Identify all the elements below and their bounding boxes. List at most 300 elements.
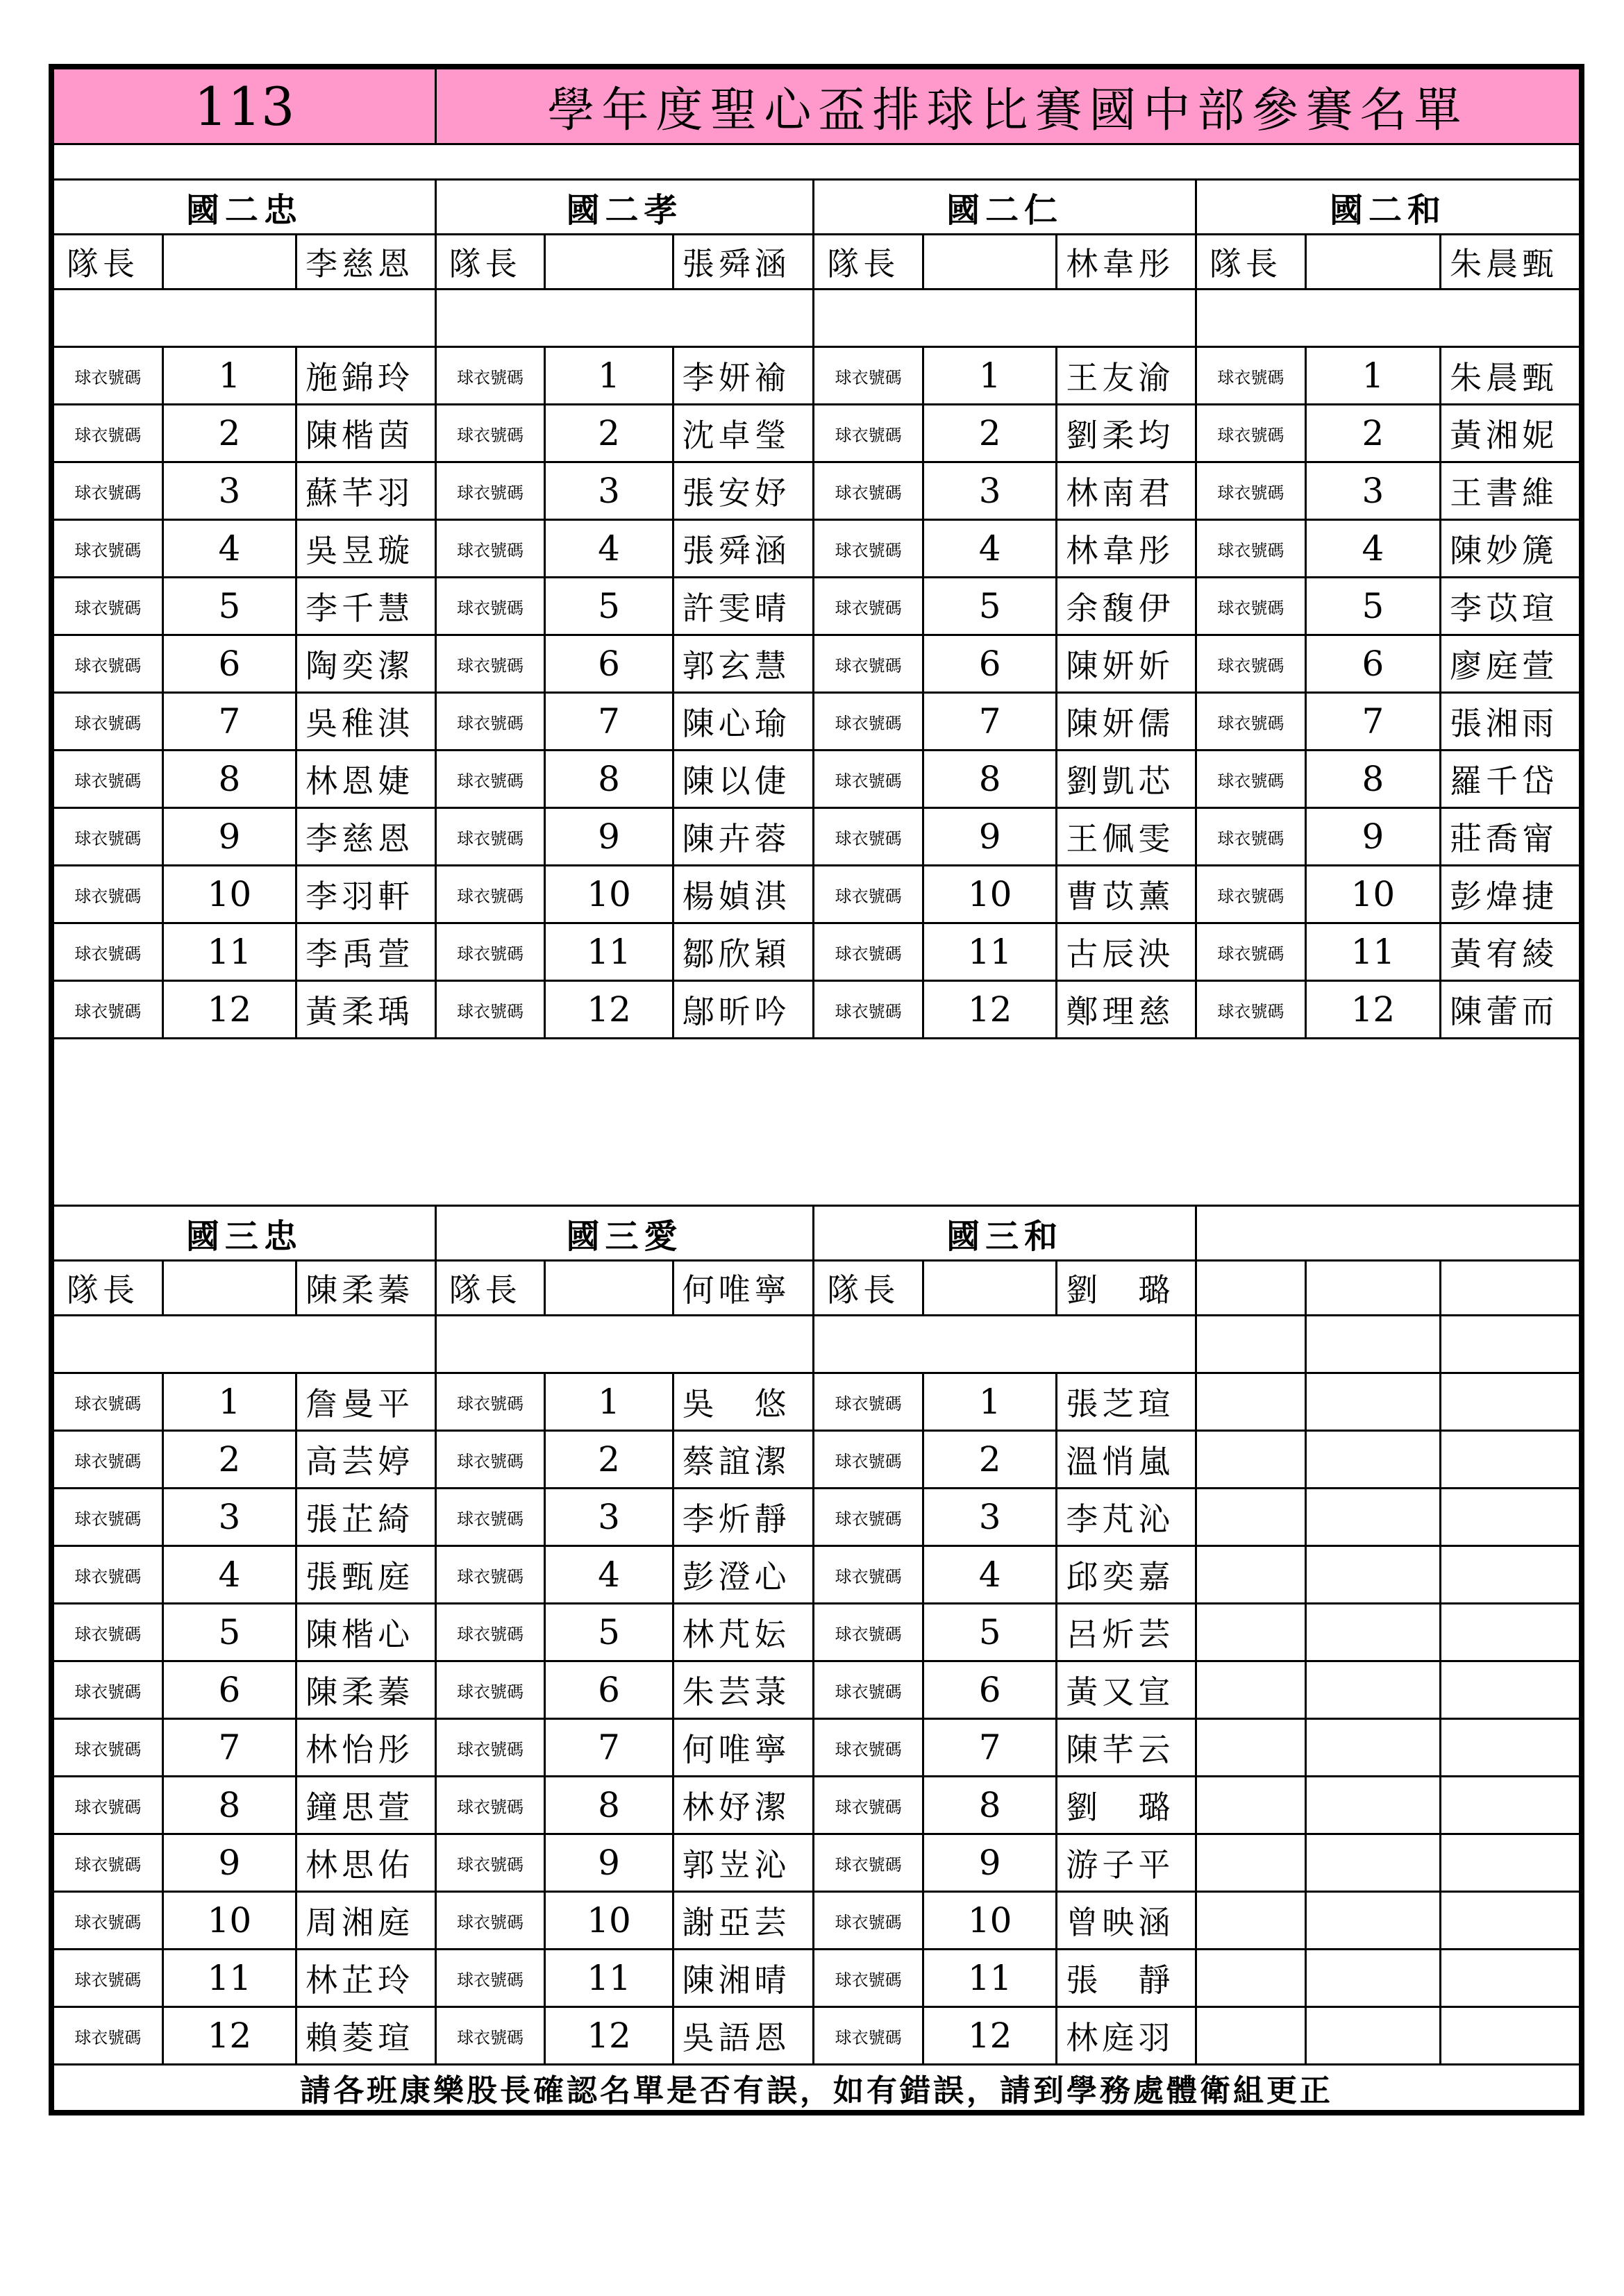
jersey-label: 球衣號碼 bbox=[53, 923, 163, 981]
class-name: 國三愛 bbox=[435, 1206, 814, 1261]
player-name: 黃柔瑀 bbox=[296, 981, 436, 1039]
class-name: 國三和 bbox=[814, 1206, 1196, 1261]
jersey-label: 球衣號碼 bbox=[435, 981, 545, 1039]
empty-cell bbox=[1196, 1777, 1306, 1834]
player-name: 蘇芊羽 bbox=[296, 462, 436, 520]
jersey-number: 9 bbox=[162, 808, 296, 866]
jersey-label: 球衣號碼 bbox=[814, 405, 923, 462]
jersey-number: 1 bbox=[923, 1373, 1056, 1431]
player-name: 張甄庭 bbox=[296, 1546, 436, 1604]
jersey-number: 6 bbox=[1305, 635, 1440, 693]
jersey-number: 12 bbox=[162, 2007, 296, 2065]
captain-label bbox=[1196, 1261, 1306, 1316]
player-row bbox=[53, 1604, 1580, 1661]
player-name: 許雯晴 bbox=[673, 578, 814, 635]
jersey-label: 球衣號碼 bbox=[814, 981, 923, 1039]
empty-cell bbox=[1305, 1604, 1440, 1661]
empty-cell bbox=[1196, 1604, 1306, 1661]
player-name: 施錦玲 bbox=[296, 347, 436, 405]
jersey-label: 球衣號碼 bbox=[53, 1950, 163, 2007]
player-name: 林怡彤 bbox=[296, 1719, 436, 1777]
jersey-label: 球衣號碼 bbox=[1196, 462, 1306, 520]
jersey-label: 球衣號碼 bbox=[814, 923, 923, 981]
jersey-label: 球衣號碼 bbox=[53, 693, 163, 751]
captain-label: 隊長 bbox=[435, 1261, 545, 1316]
jersey-label: 球衣號碼 bbox=[435, 578, 545, 635]
player-name: 何唯寧 bbox=[673, 1719, 814, 1777]
jersey-number: 2 bbox=[1305, 405, 1440, 462]
roster-table bbox=[52, 67, 1581, 2112]
empty-cell bbox=[1441, 1892, 1580, 1950]
captain-name: 劉 璐 bbox=[1057, 1261, 1196, 1316]
jersey-number: 7 bbox=[545, 1719, 673, 1777]
jersey-label: 球衣號碼 bbox=[53, 1546, 163, 1604]
jersey-label: 球衣號碼 bbox=[435, 1719, 545, 1777]
jersey-label: 球衣號碼 bbox=[814, 751, 923, 808]
empty-cell bbox=[1305, 1661, 1440, 1719]
jersey-label: 球衣號碼 bbox=[814, 520, 923, 578]
player-row bbox=[53, 1489, 1580, 1546]
player-name: 王書維 bbox=[1441, 462, 1580, 520]
jersey-number: 10 bbox=[923, 1892, 1056, 1950]
player-name: 蔡誼潔 bbox=[673, 1431, 814, 1489]
jersey-number: 11 bbox=[545, 923, 673, 981]
player-name: 陶奕潔 bbox=[296, 635, 436, 693]
player-name: 陳以倢 bbox=[673, 751, 814, 808]
empty-cell bbox=[1196, 1950, 1306, 2007]
captain-gap-cell bbox=[162, 235, 296, 290]
jersey-number: 5 bbox=[162, 578, 296, 635]
captain-name bbox=[1441, 1261, 1580, 1316]
player-name: 李千慧 bbox=[296, 578, 436, 635]
empty-cell bbox=[1196, 1719, 1306, 1777]
jersey-label: 球衣號碼 bbox=[1196, 693, 1306, 751]
empty-cell bbox=[1441, 1661, 1580, 1719]
jersey-label: 球衣號碼 bbox=[435, 1431, 545, 1489]
jersey-label: 球衣號碼 bbox=[435, 635, 545, 693]
captain-row bbox=[53, 1261, 1580, 1316]
player-name: 邱奕嘉 bbox=[1057, 1546, 1196, 1604]
blank-cell bbox=[53, 290, 436, 347]
footer-note: 請各班康樂股長確認名單是否有誤，如有錯誤，請到學務處體衛組更正 bbox=[53, 2065, 1580, 2111]
player-row bbox=[53, 347, 1580, 405]
jersey-number: 1 bbox=[545, 347, 673, 405]
jersey-number: 10 bbox=[923, 866, 1056, 923]
player-name: 吳 悠 bbox=[673, 1373, 814, 1431]
jersey-number: 3 bbox=[923, 1489, 1056, 1546]
jersey-number: 3 bbox=[545, 1489, 673, 1546]
empty-cell bbox=[1196, 1834, 1306, 1892]
player-row bbox=[53, 635, 1580, 693]
jersey-label: 球衣號碼 bbox=[53, 1373, 163, 1431]
player-name: 陳楷心 bbox=[296, 1604, 436, 1661]
jersey-number: 2 bbox=[545, 1431, 673, 1489]
jersey-label: 球衣號碼 bbox=[435, 1950, 545, 2007]
player-name: 溫悄嵐 bbox=[1057, 1431, 1196, 1489]
jersey-number: 2 bbox=[923, 405, 1056, 462]
player-name: 彭煒捷 bbox=[1441, 866, 1580, 923]
jersey-label: 球衣號碼 bbox=[814, 1892, 923, 1950]
jersey-label: 球衣號碼 bbox=[1196, 808, 1306, 866]
jersey-label: 球衣號碼 bbox=[814, 2007, 923, 2065]
jersey-label: 球衣號碼 bbox=[53, 981, 163, 1039]
captain-name: 張舜涵 bbox=[673, 235, 814, 290]
jersey-label: 球衣號碼 bbox=[53, 808, 163, 866]
jersey-label: 球衣號碼 bbox=[814, 1950, 923, 2007]
jersey-number: 11 bbox=[545, 1950, 673, 2007]
block-gap-cell bbox=[53, 1039, 1580, 1206]
player-row bbox=[53, 520, 1580, 578]
player-name: 李炘靜 bbox=[673, 1489, 814, 1546]
player-name: 黃又宣 bbox=[1057, 1661, 1196, 1719]
empty-cell bbox=[1441, 1777, 1580, 1834]
jersey-number: 10 bbox=[162, 866, 296, 923]
jersey-label: 球衣號碼 bbox=[1196, 578, 1306, 635]
jersey-label: 球衣號碼 bbox=[814, 693, 923, 751]
captain-label: 隊長 bbox=[53, 235, 163, 290]
jersey-number: 4 bbox=[545, 1546, 673, 1604]
jersey-label: 球衣號碼 bbox=[814, 578, 923, 635]
jersey-label: 球衣號碼 bbox=[53, 1892, 163, 1950]
jersey-label: 球衣號碼 bbox=[435, 923, 545, 981]
blank-cell bbox=[435, 1316, 814, 1373]
jersey-number: 8 bbox=[162, 1777, 296, 1834]
empty-cell bbox=[1305, 1431, 1440, 1489]
jersey-number: 10 bbox=[1305, 866, 1440, 923]
jersey-number: 12 bbox=[923, 981, 1056, 1039]
player-name: 李慈恩 bbox=[296, 808, 436, 866]
player-name: 李妍褕 bbox=[673, 347, 814, 405]
player-name: 高芸婷 bbox=[296, 1431, 436, 1489]
blank-cell bbox=[1196, 290, 1580, 347]
player-name: 林恩婕 bbox=[296, 751, 436, 808]
jersey-label: 球衣號碼 bbox=[814, 1489, 923, 1546]
blank-cell bbox=[435, 290, 814, 347]
empty-cell bbox=[1196, 1316, 1306, 1373]
jersey-label: 球衣號碼 bbox=[814, 1546, 923, 1604]
jersey-number: 8 bbox=[923, 751, 1056, 808]
captain-gap-cell bbox=[1305, 1261, 1440, 1316]
player-row bbox=[53, 462, 1580, 520]
jersey-number: 7 bbox=[545, 693, 673, 751]
jersey-number: 8 bbox=[545, 1777, 673, 1834]
jersey-label: 球衣號碼 bbox=[435, 1373, 545, 1431]
jersey-label: 球衣號碼 bbox=[814, 866, 923, 923]
player-name: 詹曼平 bbox=[296, 1373, 436, 1431]
player-name: 林芷玲 bbox=[296, 1950, 436, 2007]
jersey-number: 2 bbox=[923, 1431, 1056, 1489]
player-row bbox=[53, 1431, 1580, 1489]
player-row bbox=[53, 751, 1580, 808]
player-row bbox=[53, 923, 1580, 981]
jersey-number: 6 bbox=[545, 635, 673, 693]
jersey-number: 11 bbox=[923, 923, 1056, 981]
blank-cell bbox=[814, 1316, 1196, 1373]
class-name bbox=[1196, 1206, 1580, 1261]
player-name: 陳妍儒 bbox=[1057, 693, 1196, 751]
captain-gap-cell bbox=[923, 235, 1056, 290]
jersey-number: 7 bbox=[162, 1719, 296, 1777]
player-name: 陳蕾而 bbox=[1441, 981, 1580, 1039]
jersey-number: 4 bbox=[923, 1546, 1056, 1604]
jersey-number: 1 bbox=[1305, 347, 1440, 405]
empty-cell bbox=[1305, 1719, 1440, 1777]
footer-row bbox=[53, 2065, 1580, 2111]
empty-cell bbox=[1305, 1777, 1440, 1834]
jersey-number: 2 bbox=[162, 405, 296, 462]
player-name: 黃宥綾 bbox=[1441, 923, 1580, 981]
jersey-label: 球衣號碼 bbox=[435, 1489, 545, 1546]
jersey-label: 球衣號碼 bbox=[814, 1373, 923, 1431]
empty-cell bbox=[1196, 1892, 1306, 1950]
jersey-number: 1 bbox=[923, 347, 1056, 405]
jersey-label: 球衣號碼 bbox=[53, 1777, 163, 1834]
page-title: 學年度聖心盃排球比賽國中部參賽名單 bbox=[435, 69, 1580, 144]
jersey-number: 9 bbox=[545, 808, 673, 866]
empty-cell bbox=[1196, 2007, 1306, 2065]
jersey-label: 球衣號碼 bbox=[53, 635, 163, 693]
jersey-number: 12 bbox=[923, 2007, 1056, 2065]
jersey-number: 3 bbox=[162, 1489, 296, 1546]
jersey-label: 球衣號碼 bbox=[435, 462, 545, 520]
player-name: 郭玄慧 bbox=[673, 635, 814, 693]
jersey-number: 1 bbox=[162, 1373, 296, 1431]
jersey-label: 球衣號碼 bbox=[435, 1604, 545, 1661]
empty-cell bbox=[1305, 1373, 1440, 1431]
player-name: 廖庭萱 bbox=[1441, 635, 1580, 693]
player-row bbox=[53, 405, 1580, 462]
jersey-label: 球衣號碼 bbox=[53, 1661, 163, 1719]
class-header-row bbox=[53, 180, 1580, 235]
jersey-label: 球衣號碼 bbox=[1196, 635, 1306, 693]
jersey-number: 11 bbox=[923, 1950, 1056, 2007]
player-row bbox=[53, 1777, 1580, 1834]
jersey-label: 球衣號碼 bbox=[1196, 981, 1306, 1039]
empty-cell bbox=[1305, 1834, 1440, 1892]
captain-gap-cell bbox=[923, 1261, 1056, 1316]
jersey-label: 球衣號碼 bbox=[53, 1604, 163, 1661]
jersey-label: 球衣號碼 bbox=[53, 520, 163, 578]
jersey-number: 6 bbox=[923, 1661, 1056, 1719]
jersey-label: 球衣號碼 bbox=[814, 462, 923, 520]
class-name: 國二孝 bbox=[435, 180, 814, 235]
empty-cell bbox=[1441, 1316, 1580, 1373]
jersey-number: 6 bbox=[162, 635, 296, 693]
player-name: 曹苡薰 bbox=[1057, 866, 1196, 923]
player-row bbox=[53, 2007, 1580, 2065]
jersey-number: 3 bbox=[1305, 462, 1440, 520]
player-name: 林思佑 bbox=[296, 1834, 436, 1892]
player-row bbox=[53, 1950, 1580, 2007]
blank-cell bbox=[53, 1316, 436, 1373]
blank-cell bbox=[814, 290, 1196, 347]
captain-gap-cell bbox=[1305, 235, 1440, 290]
player-name: 莊喬甯 bbox=[1441, 808, 1580, 866]
player-name: 林南君 bbox=[1057, 462, 1196, 520]
captain-name: 林韋彤 bbox=[1057, 235, 1196, 290]
player-name: 羅千岱 bbox=[1441, 751, 1580, 808]
jersey-label: 球衣號碼 bbox=[1196, 866, 1306, 923]
jersey-number: 8 bbox=[923, 1777, 1056, 1834]
player-name: 鄒欣穎 bbox=[673, 923, 814, 981]
jersey-number: 4 bbox=[545, 520, 673, 578]
empty-cell bbox=[1441, 1604, 1580, 1661]
captain-label: 隊長 bbox=[814, 1261, 923, 1316]
player-name: 楊媜淇 bbox=[673, 866, 814, 923]
captain-label: 隊長 bbox=[1196, 235, 1306, 290]
spacer-row bbox=[53, 144, 1580, 180]
captain-gap-cell bbox=[545, 235, 673, 290]
player-name: 鐘思萱 bbox=[296, 1777, 436, 1834]
jersey-number: 6 bbox=[923, 635, 1056, 693]
player-name: 朱晨甄 bbox=[1441, 347, 1580, 405]
jersey-label: 球衣號碼 bbox=[814, 1719, 923, 1777]
jersey-label: 球衣號碼 bbox=[435, 866, 545, 923]
jersey-label: 球衣號碼 bbox=[435, 1834, 545, 1892]
jersey-label: 球衣號碼 bbox=[435, 2007, 545, 2065]
jersey-number: 5 bbox=[1305, 578, 1440, 635]
jersey-label: 球衣號碼 bbox=[53, 347, 163, 405]
captain-name: 朱晨甄 bbox=[1441, 235, 1580, 290]
player-row bbox=[53, 578, 1580, 635]
player-name: 朱芸菉 bbox=[673, 1661, 814, 1719]
player-name: 劉凱芯 bbox=[1057, 751, 1196, 808]
empty-cell bbox=[1305, 2007, 1440, 2065]
player-name: 古辰泱 bbox=[1057, 923, 1196, 981]
jersey-label: 球衣號碼 bbox=[814, 808, 923, 866]
jersey-number: 4 bbox=[923, 520, 1056, 578]
jersey-number: 3 bbox=[545, 462, 673, 520]
jersey-number: 9 bbox=[545, 1834, 673, 1892]
player-name: 陳卉蓉 bbox=[673, 808, 814, 866]
empty-cell bbox=[1441, 1489, 1580, 1546]
jersey-label: 球衣號碼 bbox=[1196, 751, 1306, 808]
player-name: 余馥伊 bbox=[1057, 578, 1196, 635]
captain-name: 陳柔蓁 bbox=[296, 1261, 436, 1316]
empty-cell bbox=[1196, 1546, 1306, 1604]
player-name: 陳柔蓁 bbox=[296, 1661, 436, 1719]
jersey-number: 11 bbox=[162, 923, 296, 981]
player-row bbox=[53, 1373, 1580, 1431]
jersey-number: 9 bbox=[1305, 808, 1440, 866]
player-name: 林韋彤 bbox=[1057, 520, 1196, 578]
player-name: 陳妍妡 bbox=[1057, 635, 1196, 693]
jersey-number: 2 bbox=[545, 405, 673, 462]
jersey-number: 8 bbox=[162, 751, 296, 808]
captain-name: 李慈恩 bbox=[296, 235, 436, 290]
school-year: 113 bbox=[53, 69, 436, 144]
player-name: 林庭羽 bbox=[1057, 2007, 1196, 2065]
jersey-label: 球衣號碼 bbox=[814, 347, 923, 405]
player-name: 沈卓瑩 bbox=[673, 405, 814, 462]
player-name: 劉柔均 bbox=[1057, 405, 1196, 462]
jersey-label: 球衣號碼 bbox=[1196, 405, 1306, 462]
jersey-number: 5 bbox=[923, 578, 1056, 635]
empty-cell bbox=[1441, 1719, 1580, 1777]
player-name: 王佩雯 bbox=[1057, 808, 1196, 866]
player-name: 劉 璐 bbox=[1057, 1777, 1196, 1834]
empty-cell bbox=[1196, 1661, 1306, 1719]
jersey-number: 10 bbox=[545, 866, 673, 923]
player-row bbox=[53, 1892, 1580, 1950]
player-row bbox=[53, 693, 1580, 751]
empty-cell bbox=[1441, 1546, 1580, 1604]
jersey-label: 球衣號碼 bbox=[1196, 347, 1306, 405]
jersey-number: 12 bbox=[545, 981, 673, 1039]
player-row bbox=[53, 981, 1580, 1039]
captain-label: 隊長 bbox=[814, 235, 923, 290]
captain-row bbox=[53, 235, 1580, 290]
player-name: 謝亞芸 bbox=[673, 1892, 814, 1950]
jersey-label: 球衣號碼 bbox=[53, 1431, 163, 1489]
player-name: 陳楷茵 bbox=[296, 405, 436, 462]
player-row bbox=[53, 866, 1580, 923]
player-row bbox=[53, 808, 1580, 866]
jersey-number: 10 bbox=[162, 1892, 296, 1950]
jersey-label: 球衣號碼 bbox=[814, 1834, 923, 1892]
jersey-number: 4 bbox=[162, 1546, 296, 1604]
player-name: 林妤潔 bbox=[673, 1777, 814, 1834]
empty-cell bbox=[1305, 1546, 1440, 1604]
empty-cell bbox=[1441, 1373, 1580, 1431]
jersey-number: 5 bbox=[923, 1604, 1056, 1661]
jersey-number: 7 bbox=[162, 693, 296, 751]
jersey-label: 球衣號碼 bbox=[435, 1777, 545, 1834]
empty-cell bbox=[1305, 1489, 1440, 1546]
jersey-number: 9 bbox=[923, 808, 1056, 866]
jersey-number: 3 bbox=[162, 462, 296, 520]
class-name: 國三忠 bbox=[53, 1206, 436, 1261]
jersey-label: 球衣號碼 bbox=[53, 462, 163, 520]
jersey-label: 球衣號碼 bbox=[53, 578, 163, 635]
jersey-label: 球衣號碼 bbox=[435, 1546, 545, 1604]
player-name: 李苡瑄 bbox=[1441, 578, 1580, 635]
jersey-number: 3 bbox=[923, 462, 1056, 520]
player-name: 陳湘晴 bbox=[673, 1950, 814, 2007]
empty-cell bbox=[1305, 1950, 1440, 2007]
empty-cell bbox=[1441, 1950, 1580, 2007]
jersey-number: 12 bbox=[1305, 981, 1440, 1039]
jersey-label: 球衣號碼 bbox=[435, 751, 545, 808]
jersey-number: 5 bbox=[162, 1604, 296, 1661]
player-name: 彭澄心 bbox=[673, 1546, 814, 1604]
jersey-number: 9 bbox=[162, 1834, 296, 1892]
spacer-cell bbox=[53, 144, 1580, 180]
blank-row bbox=[53, 290, 1580, 347]
jersey-number: 5 bbox=[545, 578, 673, 635]
captain-gap-cell bbox=[162, 1261, 296, 1316]
empty-cell bbox=[1196, 1373, 1306, 1431]
jersey-number: 2 bbox=[162, 1431, 296, 1489]
jersey-number: 4 bbox=[162, 520, 296, 578]
jersey-label: 球衣號碼 bbox=[814, 1661, 923, 1719]
player-name: 陳心瑜 bbox=[673, 693, 814, 751]
player-row bbox=[53, 1719, 1580, 1777]
jersey-number: 11 bbox=[162, 1950, 296, 2007]
jersey-label: 球衣號碼 bbox=[435, 808, 545, 866]
jersey-number: 1 bbox=[545, 1373, 673, 1431]
jersey-label: 球衣號碼 bbox=[814, 635, 923, 693]
jersey-number: 5 bbox=[545, 1604, 673, 1661]
jersey-number: 7 bbox=[923, 1719, 1056, 1777]
jersey-label: 球衣號碼 bbox=[435, 693, 545, 751]
jersey-label: 球衣號碼 bbox=[435, 405, 545, 462]
player-name: 賴菱瑄 bbox=[296, 2007, 436, 2065]
jersey-label: 球衣號碼 bbox=[435, 1661, 545, 1719]
class-name: 國二忠 bbox=[53, 180, 436, 235]
empty-cell bbox=[1441, 2007, 1580, 2065]
jersey-label: 球衣號碼 bbox=[814, 1777, 923, 1834]
